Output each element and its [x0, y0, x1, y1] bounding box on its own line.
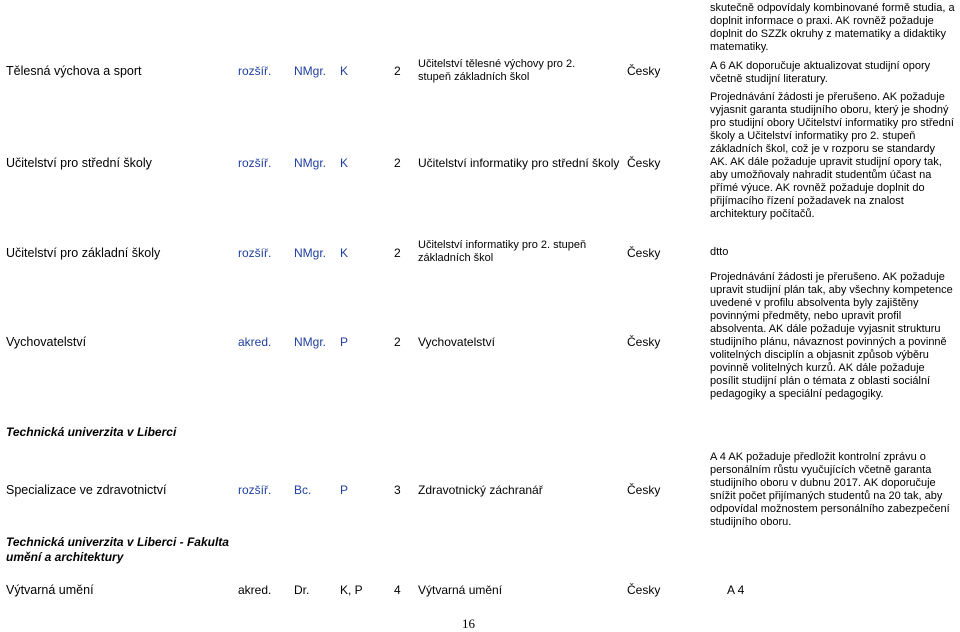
years-cell: 2 [394, 335, 401, 349]
form-cell: K [340, 156, 349, 170]
field-cell: Učitelství tělesné výchovy pro 2. stupeň základních škol [418, 58, 576, 83]
years-cell: 2 [394, 64, 401, 78]
field-cell: Vychovatelství [418, 335, 495, 349]
commission-note: Projednávání žádosti je přerušeno. AK požaduje upravit studijní plán tak, aby všechny kompetence uvedené v profilu absolventa byly zajištěny povinnými předměty, nebo upravit profil absolventa. AK dále požaduje vyjasnit strukturu studijního plánu, návaznost povinných a povinně volitelných disciplín a objasnit způsob výběru povinně volitelných kurzů. AK dále požaduje posílit studijní plán o témata z oblasti sociální pedagogiky a speciální pedagogiky. [710, 271, 953, 400]
page-number: 16 [462, 616, 475, 631]
type-cell: rozšíř. [238, 156, 272, 170]
type-cell: rozšíř. [238, 246, 272, 260]
years-cell: 2 [394, 156, 401, 170]
language-cell: Česky [627, 335, 661, 349]
program-name: Specializace ve zdravotnictví [6, 483, 167, 497]
commission-note: A 6 AK doporučuje aktualizovat studijní opory včetně studijní literatury. [710, 60, 931, 85]
commission-note: A 4 AK požaduje předložit kontrolní zprávu o personálním růstu vyučujících včetně garanta studijního oboru v dubnu 2017. AK doporučuje snížit počet přijímaných studentů na 20 tak, aby odpovídal možnostem personálního zabezpečení studijního oboru. [710, 451, 950, 528]
field-cell: Učitelství informatiky pro střední školy [418, 156, 620, 170]
language-cell: Česky [627, 156, 661, 170]
commission-note: A 4 [727, 583, 745, 597]
program-name: Tělesná výchova a sport [6, 64, 142, 78]
type-cell: akred. [238, 335, 272, 349]
type-cell: akred. [238, 583, 272, 597]
field-cell: Výtvarná umění [418, 583, 503, 597]
years-cell: 3 [394, 483, 401, 497]
years-cell: 4 [394, 583, 401, 597]
field-cell: Zdravotnický záchranář [418, 483, 543, 497]
program-name: Učitelství pro základní školy [6, 246, 161, 260]
language-cell: Česky [627, 64, 661, 78]
top-note: skutečně odpovídaly kombinované formě studia, a doplnit informace o praxi. AK rovněž požaduje doplnit do SZZk okruhy z matematiky a didaktiky matematiky. [710, 2, 955, 53]
program-name: Výtvarná umění [6, 583, 94, 597]
years-cell: 2 [394, 246, 401, 260]
language-cell: Česky [627, 583, 661, 597]
type-cell: rozšíř. [238, 64, 272, 78]
commission-note: Projednávání žádosti je přerušeno. AK požaduje vyjasnit garanta studijního oboru, který je shodný pro studijní obory Učitelství informatiky pro střední školy a Učitelství informatiky pro 2. stupeň základních škol, což je v rozporu se standardy AK. AK dále požaduje upravit studijní opory tak, aby umožňovaly nahradit studentům účast na přímé výuce. AK rovněž požaduje doplnit do přijímacího řízení požadavek na znalost architektury počítačů. [710, 91, 954, 220]
language-cell: Česky [627, 483, 661, 497]
degree-cell: NMgr. [294, 335, 327, 349]
university-heading: Technická univerzita v Liberci - Fakulta umění a architektury [6, 535, 229, 564]
degree-cell: NMgr. [294, 64, 327, 78]
program-name: Vychovatelství [6, 335, 87, 349]
form-cell: P [340, 335, 349, 349]
degree-cell: NMgr. [294, 156, 327, 170]
program-name: Učitelství pro střední školy [6, 156, 152, 170]
form-cell: K, P [340, 583, 363, 597]
degree-cell: NMgr. [294, 246, 327, 260]
form-cell: P [340, 483, 349, 497]
commission-note: dtto [710, 246, 729, 258]
university-heading: Technická univerzita v Liberci [6, 425, 177, 439]
degree-cell: Bc. [294, 483, 312, 497]
language-cell: Česky [627, 246, 661, 260]
form-cell: K [340, 246, 349, 260]
degree-cell: Dr. [294, 583, 310, 597]
field-cell: Učitelství informatiky pro 2. stupeň základních škol [418, 239, 587, 264]
form-cell: K [340, 64, 349, 78]
type-cell: rozšíř. [238, 483, 272, 497]
